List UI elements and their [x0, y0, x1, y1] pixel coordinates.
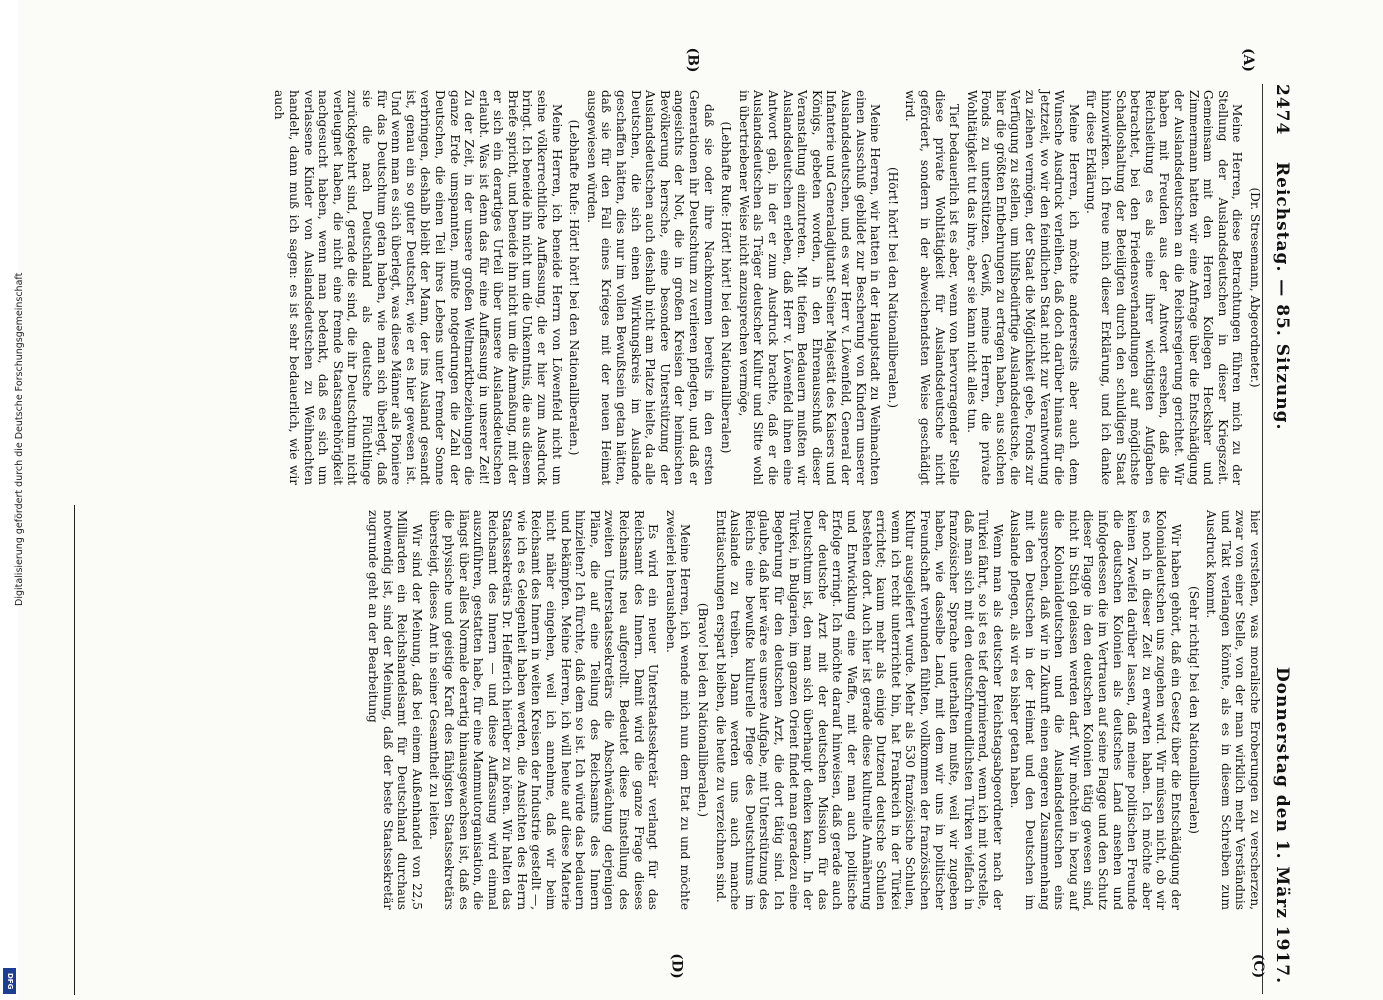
paragraph: Meine Herren, wir hatten in der Hauptstadt zu Weihnachten einen Ausschuß gebildet zur Bescherung von Kindern unserer Auslandsdeutschen, und es war Herr v. Löwenfeld, General der Infanterie und Generaladjutant Seiner Majestät des Kaisers und Königs, gebeten worden, in den Ehrenausschuß dieser Veranstaltung einzutreten. Mit tiefem Bedauern mußten wir Auslandsdeutschen erleben, daß Herr v. Löwenfeld ihnen eine Antwort gab, in der er zum Ausdruck brachte, daß er die Auslandsdeutschen als Träger deutscher Kultur und Sitte wohl in übertriebener Weise nicht anzusprechen vermöge, [736, 90, 883, 485]
dfg-logo: DFG [3, 968, 16, 994]
digitization-sidebar [0, 0, 25, 1000]
paragraph: daß sie oder ihre Nachkommen bereits in den ersten Generationen ihr Deutschtum zu verlieren pflegten, und daß er angesichts der Not, die in großen Kreisen der heimischen Bevölkerung herrsche, eine besondere Unterstützung der Auslandsdeutschen auch deshalb nicht am Platze hielte, da alle Deutschen, die sich einen Wirkungskreis im Auslande geschaffen hätten, dies nur im vollen Bewußtsein getan hätten, daß sie für den Fall eines Krieges mit der neuen Heimat ausgewiesen würden. [584, 90, 716, 485]
interjection: (Hört! hört! bei den Nationalliberalen.) [885, 166, 900, 409]
margin-mark-c: (C) [1250, 953, 1267, 979]
paragraph: Es wird ein neuer Unterstaatssekretär verlangt für das Reichsamt des Innern. Damit wird die ganze Frage dieses Reichsamts neu aufgerollt. Bedeutet diese Einstellung des zweiten Unterstaatssekretärs die Abschwächung derjenigen Pläne, die auf eine Teilung des Reichsamts des Innern hinzielten? Ich fürchte, daß dem so ist. Ich würde das bedauern und bekämpfen. Meine Herren, ich will heute auf diese Materie nicht näher eingehen, weil ich annehme, daß wir beim Reichsamt des Innern in weiten Kreisen der Industrie gestellt —, wie ich es Gelegenheit haben werden, die Ansichten des Herrn Staatssekretärs Dr. Helfferich hierüber zu hören. Wir halten das Reichsamt des Innern — und diese Auffassung wird einmal auszuführen, gestatten habe, für eine Mammutorganisation, die längst über alles Normale derartig hinausgewachsen ist, daß es die physische und geistige Kraft des fähigsten Staatssekretärs übersteigt, dieses Amt in seiner Gesamtheit zu leiten. [427, 510, 661, 910]
digitization-note: Digitalisierung gefördert durch die Deutsche Forschungsgemeinschaft [14, 272, 25, 606]
page-date: Donnerstag den 1. März 1917. [1272, 666, 1292, 984]
paragraph: Meine Herren, ich möchte andererseits aber auch dem Wunsche Ausdruck verleihen, daß doch darüber hinaus für die Jetztzeit, wo wir den feindlichen Staat nicht zur Verantwortung zu ziehen vermögen, der Staat die Möglichkeit gebe, Fonds zur Verfügung zu stellen, um hilfsbedürftige Auslandsdeutsche, die hier die größten Entbehrungen zu ertragen haben, aus solchen Fonds zu unterstützen. Gewiß, meine Herren, die private Wohltätigkeit tut das ihre, aber sie kann nicht alles tun. [964, 90, 1081, 485]
paragraph: Meine Herren, diese Betrachtungen führen mich zu der Stellung der Auslandsdeutschen in dieser Kriegszeit. Gemeinsam mit den Herren Kollegen Hecksher und Zimmermann hatten wir eine Anfrage über die Entschädigung der Auslandsdeutschen an die Reichsregierung gerichtet. Wir haben mit Freuden aus der Antwort ersehen, daß die Reichsleitung es als eine ihrer wichtigsten Aufgaben betrachtet, bei den Friedensverhandlungen auf möglichste Schadloshaltung der Beteiligten durch den schuldigen Staat hinzuwirken. Ich freue mich dieser Erklärung, und ich danke für diese Erklärung. [1084, 90, 1245, 485]
paragraph: Tief bedauerlich ist es aber, wenn von hervorragender Stelle diese private Wohltätigkeit für Auslandsdeutsche nicht gefördert, sondern in der abweichendsten Weise geschädigt wird. [903, 90, 962, 485]
paragraph: Wir sind der Meinung, daß bei einem Außenhandel von 22,5 Milliarden ein Reichshandelsamt für Deutschland durchaus notwendig ist, sind der Meinung, daß der beste Staatssekretär zugrunde geht an der Bearbeitung [365, 510, 424, 910]
interjection: (Sehr richtig! bei den Nationalliberalen) [1186, 586, 1201, 834]
paragraph: Meine Herren, ich beneide Herrn von Löwenfeld nicht um seine völkerrechtliche Auffassung, die er hier zum Ausdruck bringt. Ich beneide ihn nicht um die Unkenntnis, die aus diesem Briefe spricht, und beneide ihn nicht um die Anmaßung, mit der er sich ein derartiges Urteil über unsere Auslandsdeutschen erlaubt. Was ist denn das für eine Auffassung in unserer Zeit! Zu der Zeit, in der unsere großen Weltmarktbeziehungen die ganze Erde umspannten, mußte notgedrungen die Zahl der Deutschen, die einen Teil ihres Lebens unter fremder Sonne verbringen, deshalb bleibt der Mann, der ins Ausland gesandt ist, genau ein so guter Deutscher, wie er es hier gewesen ist. Und wenn man es sich überlegt, was diese Männer als Pioniere für das Deutschtum getan haben, wie man sich überlegt, daß sie die nach Deutschland als deutsche Flüchtlinge zurückgekehrt sind, gerade die sind, die ihr Deutschtum nicht verleugnet haben, die nicht eine fremde Staatsangehörigkeit nachgesucht haben, wenn man bedenkt, daß es sich um verlassene Kinder von Auslandsdeutschen zu Weihnachten handelt, dann muß ich sagen: es ist sehr bedauerlich, wie wir auch [272, 90, 564, 485]
margin-mark-b: (B) [684, 47, 701, 73]
margin-mark-a: (A) [1240, 47, 1257, 73]
paragraph: hier verstehen, was moralische Eroberungen zu verscherzen, zwar von einer Stelle, von der man wirklich mehr Verständnis und Takt verlangen könnte, als es in diesem Schreiben zum Ausdruck kommt. [1204, 510, 1262, 910]
interjection: (Bravo! bei den Nationalliberalen.) [696, 602, 711, 818]
interjection: (Lebhafte Rufe: Hört! hört! bei den Nationalliberalen) [719, 121, 734, 454]
header-rule [1262, 84, 1263, 994]
paragraph: Wenn man als deutscher Reichstagsabgeordneter nach der Türkei fährt, so ist es tief deprimierend, wenn ich mit vorstelle, daß man sich mit den deutschfreundlichsten Türken vielfach in französischer Sprache unterhalten mußte, weil wir zugeben haben, wie dasselbe Land, mit dem wir uns in politischer Freundschaft verbunden fühlten, vollkommen der französischen Kultur ausgeliefert wurde. Mehr als 530 französische Schulen, wenn ich recht unterrichtet bin, hat Frankreich in der Türkei errichtet; kaum mehr als einige Dutzend deutsche Schulen bestehen dort. Auch hier ist gerade diese kulturelle Annäherung und Entwicklung eine Waffe, mit der man auch politische Erfolge erringt. Ich möchte darauf hinweisen, daß gerade auch der deutsche Arzt mit der deutschen Mission für das Deutschtum ist, den man sich überhaupt denken kann. In der Türkei, in Bulgarien, im ganzen Orient findet man geradezu eine Begehrung für den deutschen Arzt, die dort tätig sind. Ich glaube, daß hier wäre es unsere Aufgabe, mit Unterstützung des Reichs eine bewußte kulturelle Pflege des Deutschtums im Auslande zu treiben. Dann werden uns auch manche Enttäuschungen erspart bleiben, die heute zu verzeichnen sind. [713, 510, 1005, 910]
page-title: Reichstag. — 85. Sitzung. [1272, 162, 1292, 431]
text-column-right [72, 510, 1262, 910]
margin-mark-d: (D) [668, 953, 685, 979]
page-number: 2474 [1272, 84, 1292, 136]
page-header [1266, 84, 1292, 984]
text-column-left [72, 90, 1262, 485]
paragraph: Meine Herren, ich wende mich nun dem Etat zu und möchte zweierlei herausheben. [663, 510, 693, 910]
paragraph: Wir haben gehört, daß ein Gesetz über die Entschädigung der Kolonialdeutschen uns zugehen wird. Wir müssen nicht, ob wir es noch in dieser Zeit zu erwarten haben. Ich möchte aber keinen Zweifel darüber lassen, daß meine politischen Freunde die deutschen Kolonien als deutsches Land ansehen und infolgedessen die im Vertrauen auf seine Flagge und den Schutz dieser Flagge in den deutschen Kolonien tätig gewesen sind, nicht in Stich gelassen werden darf. Wir möchten in bezug auf die Kolonialdeutschen und die Auslandsdeutschen eins aussprechen, daß wir in Zukunft einen engeren Zusammenhang mit den Deutschen in der Heimat und den Deutschen im Auslande pflegen, als wir es bisher getan haben. [1008, 510, 1184, 910]
speaker-line: (Dr. Stresemann, Abgeordneter.) [1248, 187, 1262, 388]
interjection: (Lebhafte Rufe: Hört! hört! bei den Nationalliberalen.) [567, 119, 582, 456]
